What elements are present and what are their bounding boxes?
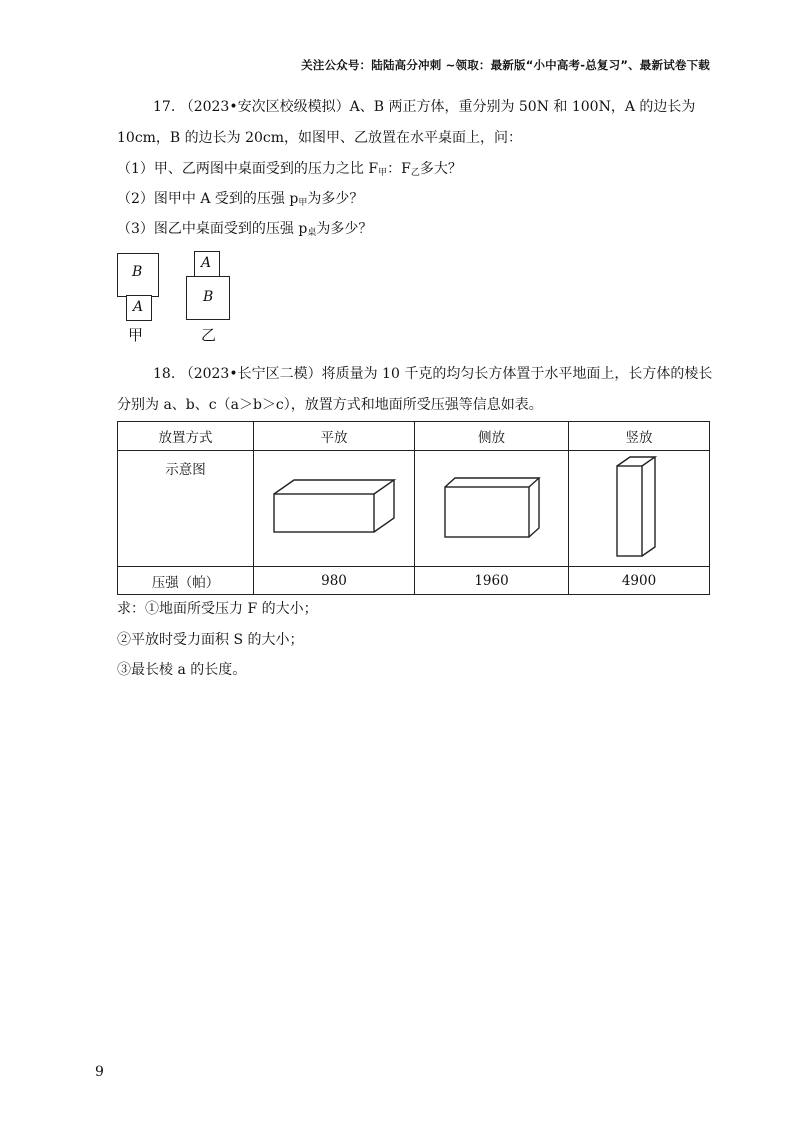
- subscript-jia: 甲: [378, 168, 388, 178]
- diagram-side: [415, 451, 569, 567]
- q18-ask2: ②平放时受力面积 S 的大小；: [117, 632, 304, 648]
- subscript-jia: 甲: [298, 198, 308, 208]
- q17-sub3-text: （3）图乙中桌面受到的压强 p: [117, 221, 308, 237]
- side-block-diagram: [442, 475, 542, 539]
- row-label: 压强（帕）: [118, 567, 254, 595]
- label-B: B: [132, 264, 143, 280]
- q17-sub2-post: 为多少？: [307, 191, 364, 207]
- q18-ask1: 求：①地面所受压力 F 的大小；: [117, 601, 318, 617]
- q18-ask3: ③最长棱 a 的长度。: [117, 662, 247, 678]
- q17-line2: 10cm，B 的边长为 20cm，如图甲、乙放置在水平桌面上，问：: [117, 130, 523, 146]
- q17-sub2: [117, 189, 363, 213]
- placement-table: [117, 421, 710, 595]
- page-header: 关注公众号：陆陆高分冲刺 ~领取：最新版“小中高考-总复习”、最新试卷下载: [301, 58, 710, 72]
- diagram-flat: [254, 451, 415, 567]
- header-cell: 放置方式: [118, 422, 254, 451]
- cube-A-yi: [194, 251, 220, 277]
- header-cell: 竖放: [569, 422, 710, 451]
- q17-sub1: [117, 159, 462, 183]
- q17-sub3: [117, 219, 372, 243]
- q17-sub2-text: （2）图甲中 A 受到的压强 p: [117, 191, 299, 207]
- flat-block-diagram: [269, 477, 399, 537]
- label-A: A: [133, 299, 144, 315]
- header-cell: 侧放: [415, 422, 569, 451]
- upright-block-diagram: [609, 454, 669, 560]
- subscript-yi: 乙: [410, 168, 420, 178]
- page-number: 9: [95, 1064, 104, 1080]
- table-row-diagram: [118, 451, 710, 567]
- table-row-pressure: [118, 567, 710, 595]
- q17-sub1-post: 多大？: [419, 161, 462, 177]
- pressure-cell: 980: [254, 567, 415, 595]
- q18-line1: 18. （2023•长宁区二模）将质量为 10 千克的均匀长方体置于水平地面上，长方体的棱长: [153, 366, 713, 382]
- subscript-zhuo: 桌: [307, 228, 317, 238]
- cube-A-jia: [126, 295, 152, 321]
- caption-jia: 甲: [128, 326, 144, 344]
- q17-line1: 17. （2023•安次区校级模拟）A、B 两正方体，重分别为 50N 和 100N，A 的边长为: [153, 99, 696, 115]
- label-A: A: [201, 255, 212, 271]
- header-cell: 平放: [254, 422, 415, 451]
- table-header-row: [118, 422, 710, 451]
- q17-sub1-mid: ：F: [387, 161, 411, 177]
- q17-sub1-text: （1）甲、乙两图中桌面受到的压力之比 F: [117, 161, 379, 177]
- q17-sub3-post: 为多少？: [316, 221, 373, 237]
- cube-B-yi: [186, 276, 230, 320]
- q18-line2: 分别为 a、b、c（a＞b＞c），放置方式和地面所受压强等信息如表。: [117, 397, 543, 413]
- pressure-cell: 4900: [569, 567, 710, 595]
- diagram-upright: [569, 451, 710, 567]
- cube-B-jia: [117, 253, 159, 297]
- caption-yi: 乙: [201, 326, 217, 344]
- row-label: 示意图: [118, 451, 254, 567]
- pressure-cell: 1960: [415, 567, 569, 595]
- label-B: B: [203, 289, 214, 305]
